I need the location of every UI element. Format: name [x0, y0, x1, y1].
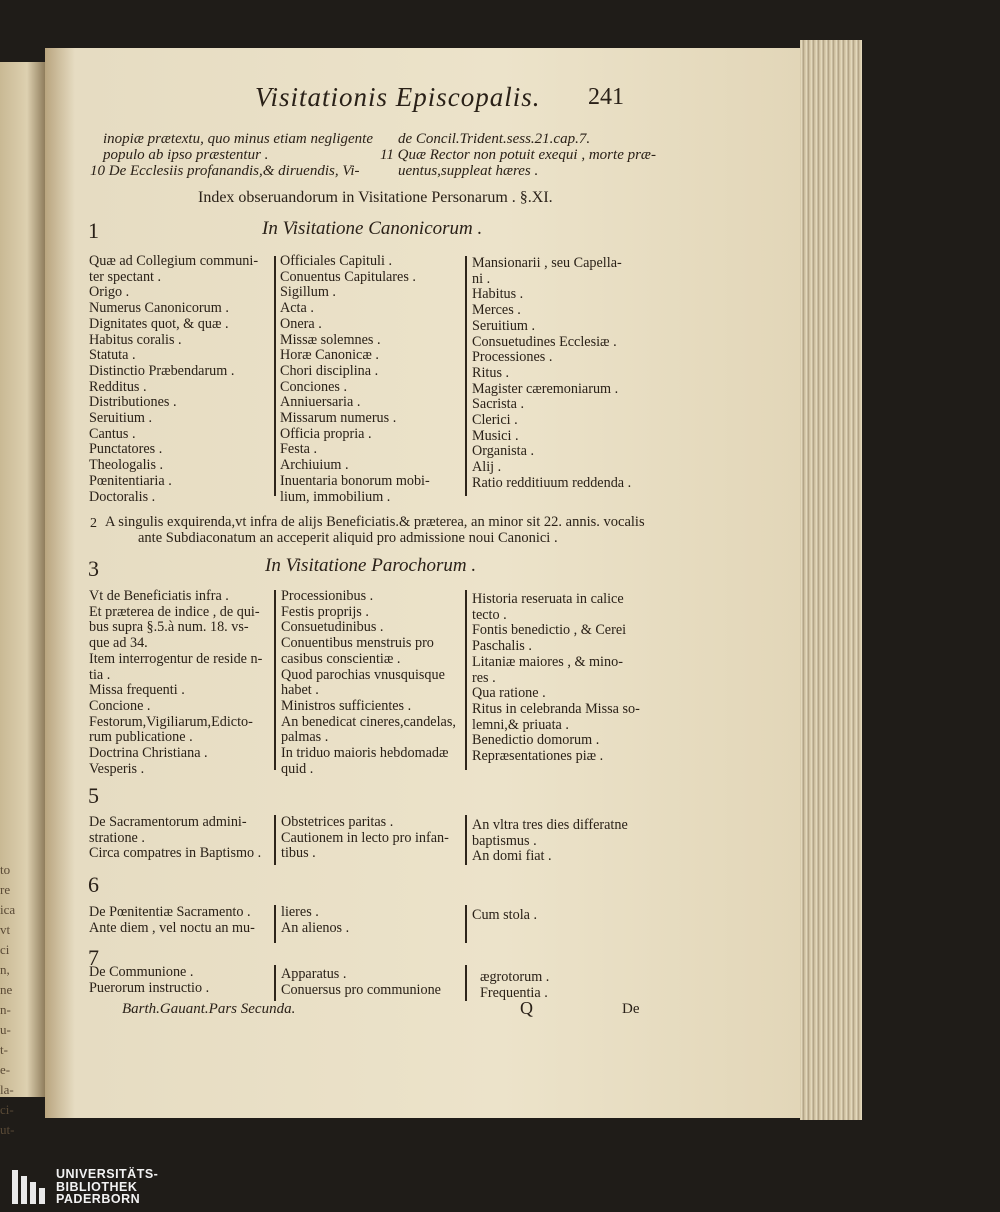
index-entry: stratione . — [89, 829, 145, 846]
left-margin-fragment: u- — [0, 1022, 11, 1037]
index-entry: Doctoralis . — [89, 488, 156, 505]
index-entry: Distinctio Præbendarum . — [89, 362, 235, 379]
index-entry: casibus conscientiæ . — [281, 650, 401, 667]
index-entry: Sigillum . — [280, 284, 336, 301]
left-margin-fragments — [0, 62, 16, 1137]
index-entry: tibus . — [281, 845, 316, 862]
section-5-col-1 — [89, 815, 261, 862]
index-entry: Festis proprijs . — [281, 603, 369, 620]
index-entry: que ad 34. — [89, 635, 148, 652]
left-margin-fragment: re — [0, 882, 11, 897]
index-entry: Officia propria . — [280, 425, 372, 442]
index-entry: Benedictio domorum . — [472, 732, 600, 749]
section-2-number: 2 — [90, 516, 97, 531]
index-entry: Conuersus pro communione — [281, 981, 441, 998]
index-entry: Acta . — [280, 300, 314, 317]
index-entry: Organista . — [472, 443, 534, 460]
section-2-line-1: A singulis exquirenda,vt infra de alijs Beneficiatis.& præterea, an minor sit 22. annis. vocalis — [105, 514, 645, 530]
index-entry: Ritus . — [472, 364, 510, 381]
index-entry: Festa . — [280, 441, 318, 458]
section-1-col-3 — [472, 256, 631, 492]
section-3-rule-2 — [465, 590, 467, 770]
section-7-col-1 — [89, 965, 209, 996]
index-entry: Ministros sufficientes . — [281, 697, 412, 714]
index-entry: Ritus in celebranda Missa so- — [472, 700, 640, 717]
index-entry: Redditus . — [89, 378, 147, 395]
index-entry: Cantus . — [89, 425, 136, 442]
index-entry: Clerici . — [472, 412, 518, 429]
index-entry: ægrotorum . — [480, 969, 550, 985]
section-6-rule-2 — [465, 905, 467, 943]
section-7-rule-2 — [465, 965, 467, 1001]
top-note-right-2: 11 Quæ Rector non potuit exequi , morte præ- — [380, 147, 656, 163]
section-5-rule-2 — [465, 815, 467, 865]
left-margin-fragment: ica — [0, 902, 16, 917]
index-entry: Chori disciplina . — [280, 362, 379, 379]
library-logo-line-3: PADERBORN — [56, 1192, 141, 1206]
section-7-number: 7 — [88, 945, 99, 970]
index-entry: An benedicat cineres,candelas, — [281, 713, 456, 730]
index-entry: Merces . — [472, 302, 521, 319]
section-1-number: 1 — [88, 218, 99, 243]
index-entry: Conuentibus menstruis pro — [281, 635, 434, 652]
index-entry: Quæ ad Collegium communi- — [89, 253, 259, 269]
index-entry: habet . — [281, 682, 319, 699]
section-7-rule-1 — [274, 965, 276, 1001]
section-3-rule-1 — [274, 590, 276, 770]
index-entry: Pœnitentiaria . — [89, 472, 172, 489]
left-margin-fragment: n, — [0, 962, 10, 977]
library-logo-line-2: BIBLIOTHEK — [56, 1179, 138, 1194]
index-entry: An vltra tres dies differatne — [472, 817, 628, 833]
library-logo-line-1: UNIVERSITÄTS- — [56, 1167, 159, 1181]
section-3-col-1 — [89, 589, 262, 777]
index-entry: res . — [472, 669, 496, 686]
top-note-right-1: de Concil.Trident.sess.21.cap.7. — [398, 131, 591, 147]
index-entry: Officiales Capituli . — [280, 253, 393, 269]
running-title: Visitationis Episcopalis. — [255, 82, 541, 112]
section-3-col-3 — [472, 592, 640, 765]
index-entry: tecto . — [472, 606, 507, 623]
printer-signature: Barth.Gauant.Pars Secunda. — [122, 1001, 296, 1017]
index-entry: De Communione . — [89, 964, 194, 980]
index-entry: Vt de Beneficiatis infra . — [89, 588, 229, 604]
index-entry: Ante diem , vel noctu an mu- — [89, 919, 255, 936]
index-entry: Magister cæremoniarum . — [472, 380, 619, 397]
left-margin-fragment: to — [0, 862, 11, 877]
index-entry: lieres . — [281, 904, 319, 920]
section-5-col-3 — [472, 818, 628, 865]
top-note-left-2: populo ab ipso præstentur . — [103, 147, 269, 163]
index-entry: Circa compatres in Baptismo . — [89, 845, 262, 862]
index-entry: Frequentia . — [480, 984, 548, 1001]
section-7-col-2 — [281, 967, 441, 998]
index-entry: ni . — [472, 270, 491, 287]
index-entry: Missa frequenti . — [89, 682, 185, 699]
index-entry: Distributiones . — [89, 394, 177, 411]
index-entry: palmas . — [281, 729, 329, 746]
left-margin-fragment: t- — [0, 1042, 8, 1057]
index-entry: Missarum numerus . — [280, 410, 397, 427]
index-entry: tia . — [89, 666, 111, 683]
index-heading: Index obseruandorum in Visitatione Personarum . §.XI. — [198, 189, 553, 206]
index-entry: Historia reseruata in calice — [472, 591, 624, 607]
index-entry: Vesperis . — [89, 760, 145, 777]
index-entry: rum publicatione . — [89, 729, 193, 746]
left-margin-fragment: n- — [0, 1002, 11, 1017]
index-entry: Alij . — [472, 459, 502, 476]
quire-mark: Q — [520, 998, 533, 1018]
index-entry: Obstetrices paritas . — [281, 814, 394, 830]
index-entry: Qua ratione . — [472, 685, 546, 702]
top-note-left-3: 10 De Ecclesiis profanandis,& diruendis, Vi- — [90, 163, 360, 179]
library-logo-text — [56, 1168, 158, 1206]
section-3-title: In Visitatione Parochorum . — [265, 555, 477, 576]
index-entry: Sacrista . — [472, 396, 525, 413]
index-entry: Fontis benedictio , & Cerei — [472, 622, 627, 639]
index-entry: An domi fiat . — [472, 848, 552, 865]
index-entry: Ratio redditiuum reddenda . — [472, 474, 632, 491]
index-entry: De Pœnitentiæ Sacramento . — [89, 904, 251, 920]
index-entry: lium, immobilium . — [280, 488, 391, 505]
index-entry: Cautionem in lecto pro infan- — [281, 829, 449, 846]
index-entry: Mansionarii , seu Capella- — [472, 255, 622, 271]
index-entry: Consuetudinibus . — [281, 619, 384, 636]
index-entry: Et præterea de indice , de qui- — [89, 603, 260, 620]
index-entry: Habitus . — [472, 286, 524, 303]
index-entry: De Sacramentorum admini- — [89, 814, 247, 830]
index-entry: Musici . — [472, 427, 519, 444]
index-entry: Processiones . — [472, 349, 553, 366]
index-entry: Conuentus Capitulares . — [280, 268, 416, 285]
section-3-number: 3 — [88, 556, 99, 581]
section-6-col-2 — [281, 905, 349, 936]
section-1-rule-1 — [274, 256, 276, 496]
section-6-rule-1 — [274, 905, 276, 943]
section-5-number: 5 — [88, 783, 99, 808]
index-entry: Concione . — [89, 697, 151, 714]
index-entry: Inuentaria bonorum mobi- — [280, 472, 430, 489]
index-entry: Onera . — [280, 315, 322, 332]
section-3-col-2 — [281, 589, 456, 777]
section-6-number: 6 — [88, 872, 99, 897]
index-entry: Seruitium . — [89, 410, 153, 427]
section-6-col-1 — [89, 905, 255, 936]
section-1-col-2 — [280, 254, 430, 505]
section-1-col-1 — [89, 254, 258, 505]
catchword: De — [622, 1001, 640, 1017]
index-entry: lemni,& priuata . — [472, 716, 569, 733]
section-1-rule-2 — [465, 256, 467, 496]
left-margin-fragment: la- — [0, 1082, 14, 1097]
index-entry: Horæ Canonicæ . — [280, 347, 379, 364]
top-note-left-1: inopiæ prætextu, quo minus etiam negligente — [103, 131, 373, 147]
index-entry: Numerus Canonicorum . — [89, 300, 229, 317]
index-entry: Anniuersaria . — [280, 394, 361, 411]
top-note-right-3: uentus,suppleat hæres . — [398, 163, 539, 179]
book-page — [45, 48, 805, 1118]
index-entry: Seruitium . — [472, 317, 536, 334]
page-stack-edge — [800, 40, 862, 1120]
index-entry: Punctatores . — [89, 441, 163, 458]
left-margin-fragment: vt — [0, 922, 11, 937]
index-entry: Missæ solemnes . — [280, 331, 381, 348]
index-entry: baptismus . — [472, 832, 537, 849]
index-entry: quid . — [281, 760, 314, 777]
index-entry: Festorum,Vigiliarum,Edicto- — [89, 713, 253, 730]
index-entry: Repræsentationes piæ . — [472, 748, 604, 765]
index-entry: An alienos . — [281, 919, 350, 936]
index-entry: Consuetudines Ecclesiæ . — [472, 333, 617, 350]
index-entry: Apparatus . — [281, 966, 347, 982]
left-margin-fragment: ne — [0, 982, 13, 997]
index-entry: Paschalis . — [472, 638, 532, 655]
section-2-line-2: ante Subdiaconatum an acceperit aliquid pro admissione noui Canonici . — [138, 530, 558, 546]
index-entry: bus supra §.5.à num. 18. vs- — [89, 619, 249, 636]
index-entry: Puerorum instructio . — [89, 979, 210, 996]
left-margin-fragment: ut- — [0, 1122, 15, 1137]
section-5-col-2 — [281, 815, 449, 862]
index-entry: Cum stola . — [472, 907, 538, 923]
index-entry: Quod parochias vnusquisque — [281, 666, 445, 683]
section-7-col-3 — [480, 970, 549, 1001]
index-entry: Origo . — [89, 284, 130, 301]
left-margin-fragment: ci — [0, 942, 10, 957]
index-entry: Habitus coralis . — [89, 331, 182, 348]
page-number: 241 — [588, 84, 624, 110]
index-entry: Doctrina Christiana . — [89, 745, 208, 762]
index-entry: Archiuium . — [280, 457, 349, 474]
index-entry: Dignitates quot, & quæ . — [89, 315, 229, 332]
index-entry: Statuta . — [89, 347, 136, 364]
section-1-title: In Visitatione Canonicorum . — [262, 218, 483, 239]
index-entry: In triduo maioris hebdomadæ — [281, 745, 449, 762]
index-entry: ter spectant . — [89, 268, 162, 285]
index-entry: Item interrogentur de reside n- — [89, 650, 263, 667]
left-margin-fragment: e- — [0, 1062, 11, 1077]
section-6-col-3 — [472, 908, 537, 924]
section-5-rule-1 — [274, 815, 276, 865]
index-entry: Theologalis . — [89, 457, 164, 474]
index-entry: Processionibus . — [281, 588, 374, 604]
index-entry: Litaniæ maiores , & mino- — [472, 653, 623, 670]
index-entry: Conciones . — [280, 378, 347, 395]
left-margin-fragment: ci- — [0, 1102, 14, 1117]
library-logo-icon — [12, 1170, 50, 1204]
